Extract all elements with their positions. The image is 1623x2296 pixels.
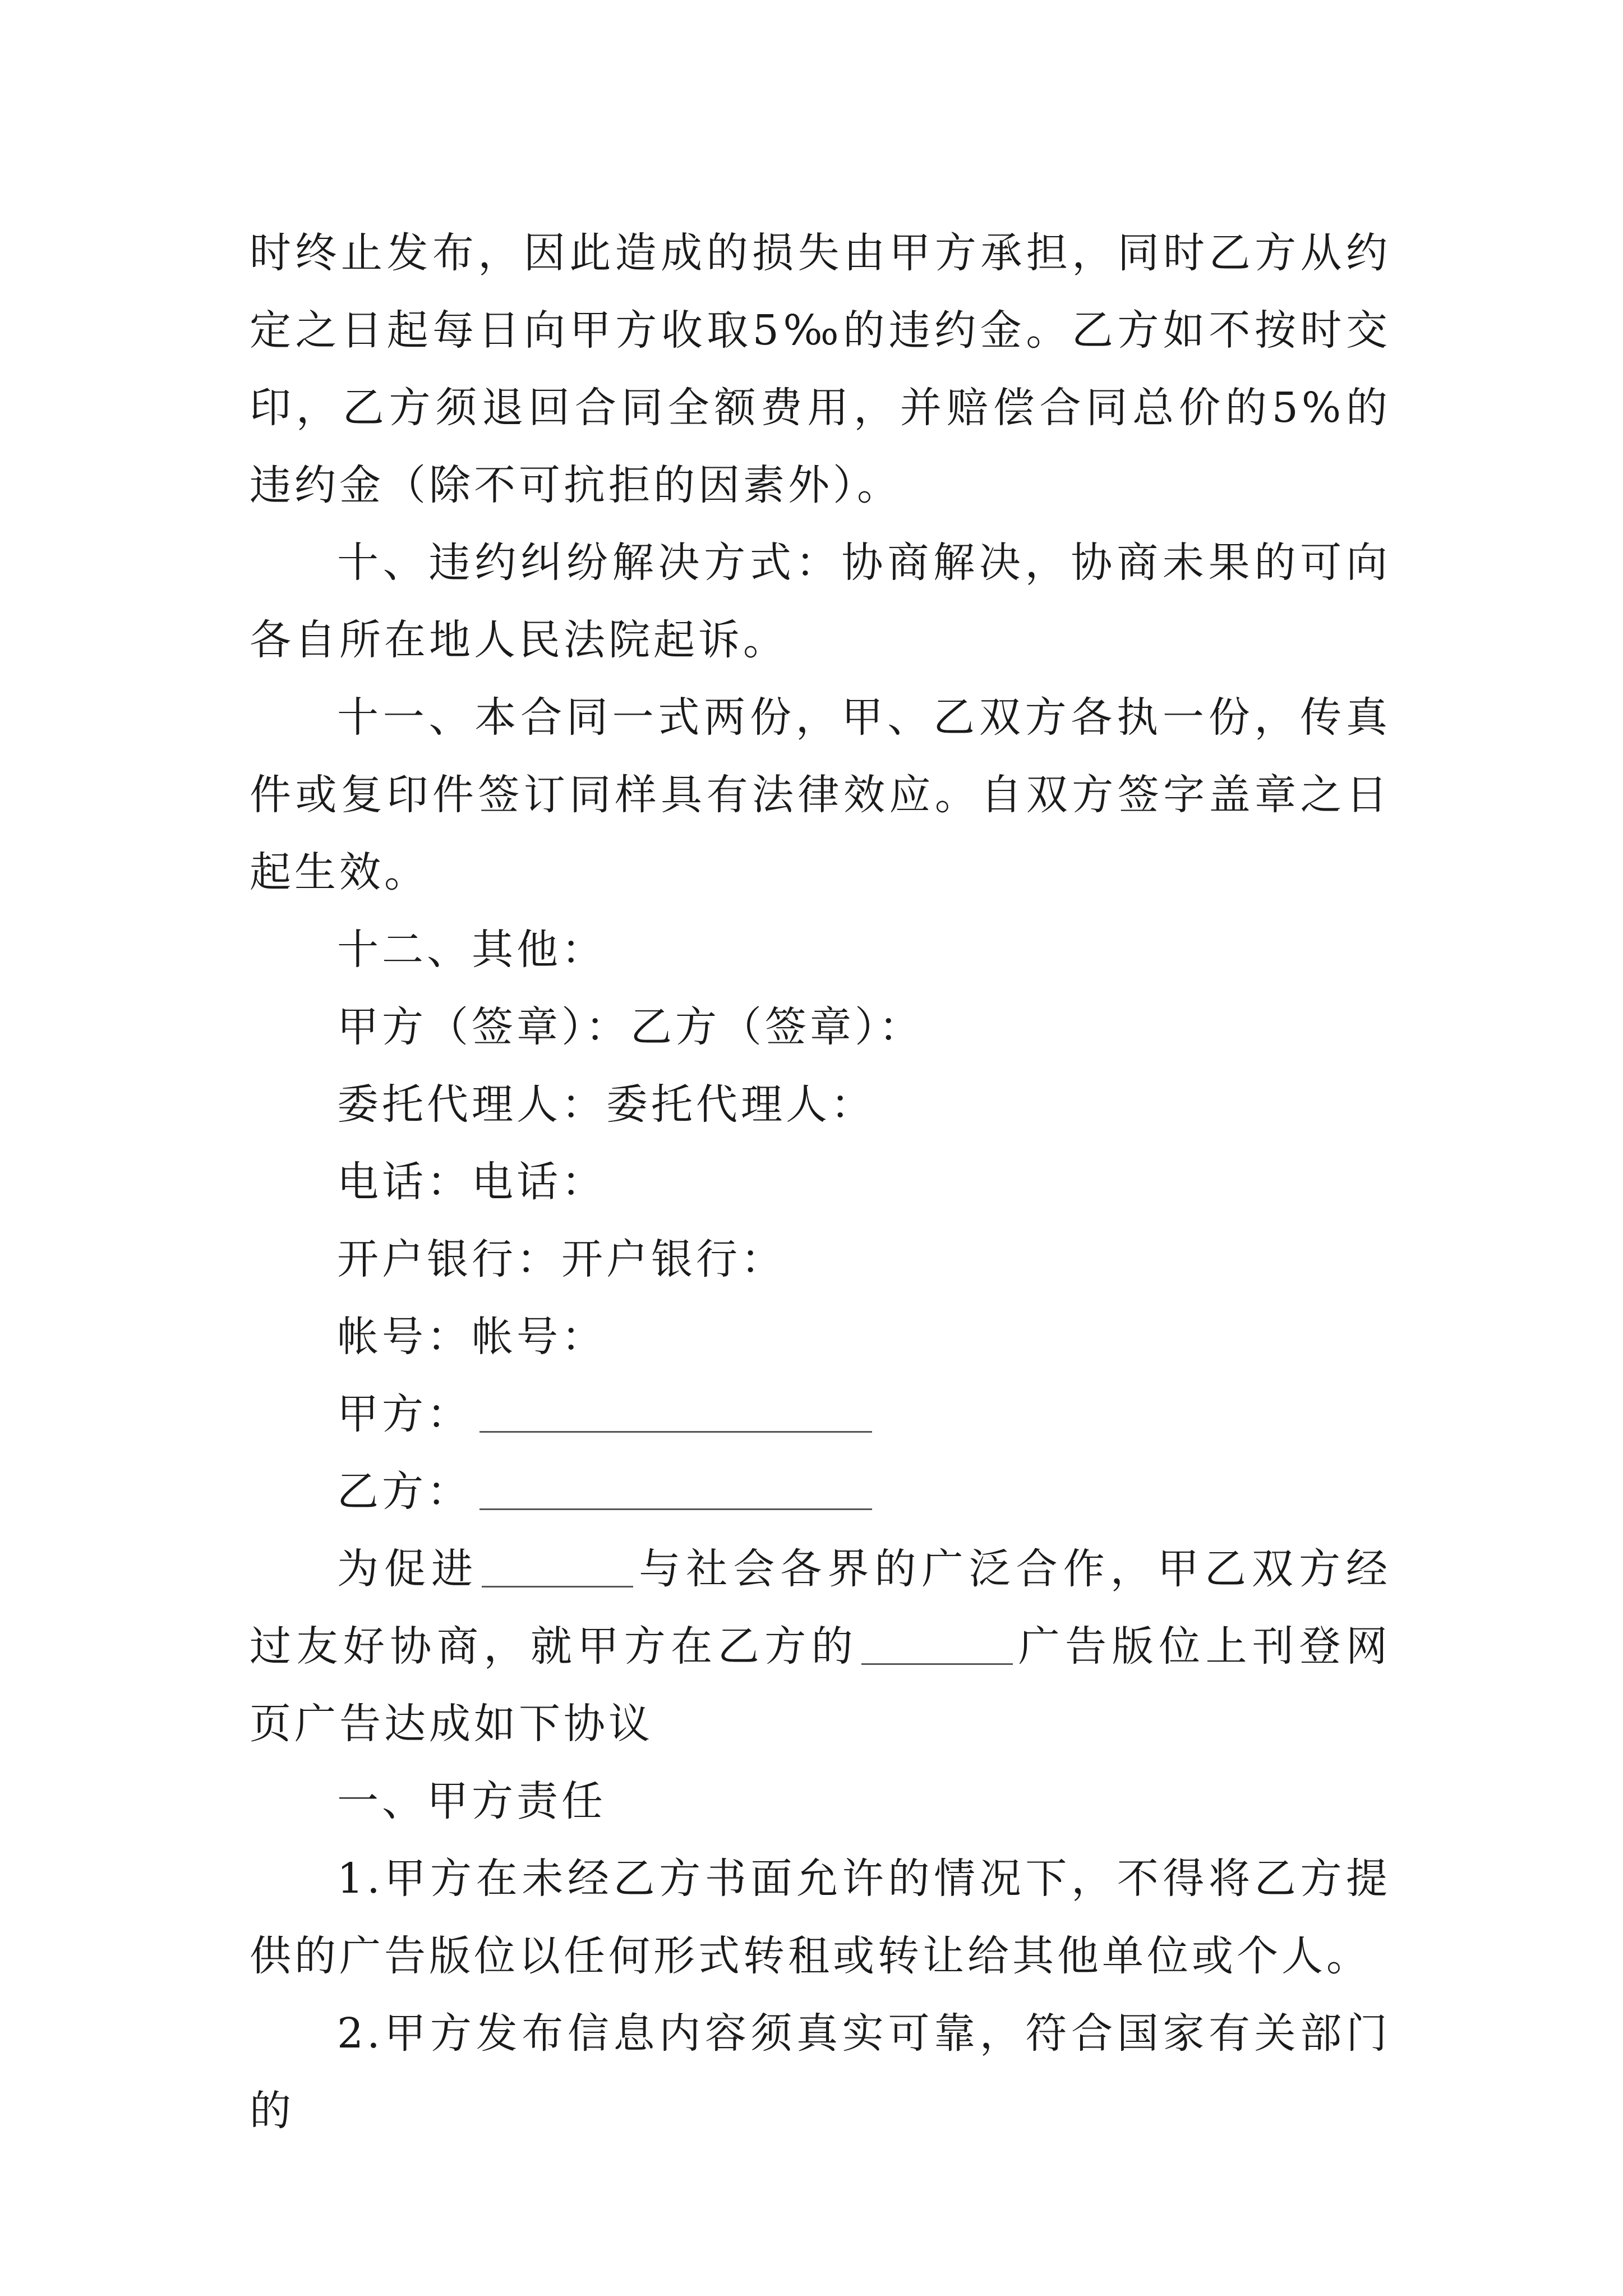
document-body	[250, 214, 1391, 2150]
clause-2: 2.甲方发布信息内容须真实可靠，符合国家有关部门的	[250, 2009, 1391, 2135]
signature-bank-line: 开户银行：开户银行：	[337, 1235, 786, 1283]
intro-blank-2	[861, 1622, 1013, 1665]
paragraph-penalty: 时终止发布，因此造成的损失由甲方承担，同时乙方从约定之日起每日向甲方收取5‰的违约金。乙方如不按时交印，乙方须退回合同全额费用，并赔偿合同总价的5%的违约金（除不可抗拒的因素外）。	[250, 229, 1391, 509]
intro-text-1: 为促进	[337, 1545, 479, 1593]
intro-text-2: 与社会各界的广泛合作，甲乙双方经过友好协商，就甲方在乙方的	[250, 1545, 1391, 1671]
section-title-party-a: 一、甲方责任	[337, 1777, 606, 1825]
party-a-signature-row	[250, 1375, 1391, 1453]
paragraph-intro	[250, 1530, 1391, 1763]
signature-account-line: 帐号：帐号：	[337, 1313, 606, 1361]
intro-text-3: 广告版位上刊登网页广告达成如下协议	[250, 1622, 1391, 1748]
party-a-blank-line	[479, 1389, 872, 1433]
party-b-label: 乙方：	[337, 1467, 472, 1516]
signature-phone-line: 电话：电话：	[337, 1158, 606, 1206]
signature-agent-line: 委托代理人：委托代理人：	[337, 1080, 875, 1129]
paragraph-dispute: 十、违约纠纷解决方式：协商解决，协商未果的可向各自所在地人民法院起诉。	[250, 539, 1391, 664]
party-b-signature-row	[250, 1453, 1391, 1530]
intro-blank-1	[482, 1544, 633, 1588]
party-b-blank-line	[479, 1467, 872, 1510]
paragraph-other: 十二、其他：	[337, 926, 606, 974]
party-a-label: 甲方：	[337, 1390, 472, 1438]
signature-party-line: 甲方（签章）：乙方（签章）：	[337, 1003, 924, 1051]
clause-1: 1.甲方在未经乙方书面允许的情况下，不得将乙方提供的广告版位以任何形式转租或转让给其他单位或个人。	[250, 1855, 1391, 1980]
paragraph-copies: 十一、本合同一式两份，甲、乙双方各执一份，传真件或复印件签订同样具有法律效应。自双方签字盖章之日起生效。	[250, 693, 1391, 896]
